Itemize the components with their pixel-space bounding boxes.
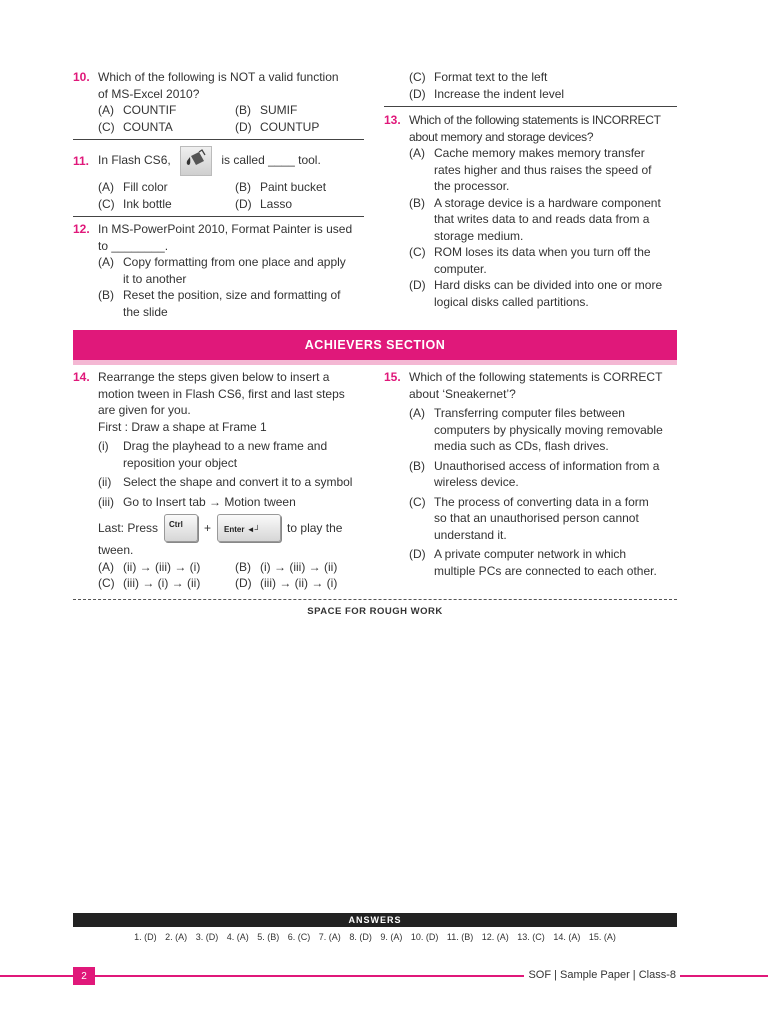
- option-text: SUMIF: [260, 103, 298, 117]
- option-text: media such as CDs, flash drives.: [434, 439, 609, 453]
- option-label: (D): [409, 278, 426, 292]
- answer-item: 3. (D): [195, 932, 219, 942]
- option-text: Increase the indent level: [434, 86, 565, 101]
- option-text: The process of converting data in a form: [434, 494, 649, 509]
- question-15: [384, 369, 677, 579]
- question-text: motion tween in Flash CS6, first and last steps: [98, 386, 345, 401]
- option-text: so that an unauthorised person cannot: [434, 511, 639, 525]
- options-grid: [73, 559, 367, 592]
- option-label: (A): [409, 406, 425, 420]
- option-text: Paint bucket: [260, 180, 327, 194]
- question-12-continued: [384, 69, 677, 102]
- plus-sign: +: [204, 520, 212, 535]
- option-text: Cache memory makes memory transfer: [434, 146, 645, 160]
- option-label: (D): [409, 547, 426, 561]
- question-11: [73, 145, 367, 212]
- option-label: (A): [98, 255, 114, 269]
- step-text: Go to Insert tab → Motion tween: [123, 494, 296, 509]
- question-number: 13.: [384, 113, 401, 127]
- question-number: 15.: [384, 370, 401, 384]
- option-text: Ink bottle: [123, 196, 172, 211]
- ctrl-key-icon: Ctrl: [164, 514, 198, 542]
- answer-item: 8. (D): [349, 932, 372, 942]
- option-text: (ii) → (iii) → (i): [123, 559, 201, 574]
- option-text: computers by physically moving removable: [434, 422, 663, 437]
- last-step: [73, 514, 367, 542]
- option-label: (A): [98, 103, 114, 117]
- option-label: (B): [235, 559, 251, 574]
- option-text: (i) → (iii) → (ii): [260, 559, 338, 574]
- option-text: logical disks called partitions.: [434, 294, 589, 309]
- option-label: (C): [409, 494, 426, 509]
- answer-item: 6. (C): [287, 932, 311, 942]
- answer-item: 15. (A): [588, 932, 616, 942]
- question-text: Which of the following statements is CORRECT: [409, 370, 663, 384]
- question-14: [73, 369, 367, 592]
- option-text: COUNTIF: [123, 103, 177, 117]
- option-label: (B): [409, 195, 425, 210]
- option-text: Format text to the left: [434, 70, 548, 84]
- footer-text: SOF | Sample Paper | Class-8: [524, 969, 680, 981]
- option-text: A storage device is a hardware component: [434, 195, 661, 210]
- question-text: about ‘Sneakernet’?: [409, 386, 516, 401]
- last-step-text: to play the: [287, 520, 343, 535]
- last-step-text: tween.: [98, 543, 134, 557]
- step-label: (iii): [98, 494, 114, 509]
- option-text: the slide: [123, 304, 168, 319]
- answers-row: [73, 932, 677, 942]
- question-13: [384, 112, 677, 310]
- option-text: Hard disks can be divided into one or more: [434, 278, 663, 292]
- answer-item: 7. (A): [318, 932, 341, 942]
- divider: [384, 106, 677, 107]
- answer-item: 1. (D): [134, 932, 157, 942]
- options-grid: [73, 179, 367, 212]
- option-text: rates higher and thus raises the speed of: [434, 162, 652, 177]
- option-label: (D): [235, 196, 252, 211]
- answer-item: 10. (D): [410, 932, 439, 942]
- last-step-text: Last: Press: [98, 520, 159, 535]
- question-12: [73, 221, 367, 320]
- section-header: ACHIEVERS SECTION: [73, 330, 677, 360]
- answer-item: 14. (A): [553, 932, 581, 942]
- option-label: (D): [235, 119, 252, 134]
- option-label: (D): [235, 576, 252, 590]
- option-label: (D): [409, 86, 426, 101]
- question-text: of MS-Excel 2010?: [98, 86, 200, 101]
- step-label: (ii): [98, 475, 112, 489]
- option-text: ROM loses its data when you turn off the: [434, 245, 651, 259]
- option-text: A private computer network in which: [434, 547, 627, 561]
- question-number: 12.: [73, 222, 90, 236]
- question-text: In Flash CS6,: [98, 153, 171, 168]
- option-text: Lasso: [260, 196, 293, 211]
- option-label: (A): [98, 559, 114, 574]
- answer-item: 12. (A): [481, 932, 509, 942]
- option-label: (C): [98, 196, 115, 211]
- question-number: 14.: [73, 370, 90, 384]
- question-text: are given for you.: [98, 403, 191, 417]
- question-text: In MS-PowerPoint 2010, Format Painter is used: [98, 222, 353, 236]
- option-text: Unauthorised access of information from a: [434, 458, 660, 473]
- answers-header: ANSWERS: [73, 913, 677, 927]
- paint-bucket-icon: [180, 146, 212, 176]
- step-text: reposition your object: [123, 455, 238, 470]
- option-text: (iii) → (ii) → (i): [260, 576, 338, 590]
- option-label: (B): [409, 458, 425, 473]
- rough-work-label: SPACE FOR ROUGH WORK: [307, 606, 443, 617]
- option-text: storage medium.: [434, 228, 524, 243]
- option-text: COUNTUP: [260, 119, 320, 134]
- question-text: is called ____ tool.: [221, 153, 321, 168]
- left-column-top: [73, 69, 367, 135]
- option-label: (C): [98, 576, 115, 590]
- option-text: the processor.: [434, 179, 510, 193]
- option-text: multiple PCs are connected to each other.: [434, 563, 657, 578]
- divider: [73, 216, 364, 217]
- options-grid: [73, 102, 367, 135]
- answer-item: 11. (B): [446, 932, 474, 942]
- option-label: (B): [235, 180, 251, 194]
- option-text: it to another: [123, 271, 187, 286]
- first-step: First : Draw a shape at Frame 1: [98, 419, 267, 434]
- option-text: computer.: [434, 261, 487, 276]
- option-text: (iii) → (i) → (ii): [123, 576, 201, 590]
- dashed-divider: [73, 599, 677, 600]
- option-label: (C): [98, 119, 115, 134]
- option-label: (B): [235, 103, 251, 117]
- question-text: Which of the following is NOT a valid function: [98, 70, 339, 84]
- page-number: 2: [73, 967, 95, 985]
- option-text: Reset the position, size and formatting of: [123, 288, 341, 302]
- question-number: 10.: [73, 70, 90, 84]
- step-text: Drag the playhead to a new frame and: [123, 439, 328, 453]
- enter-key-icon: Enter ◄┘: [217, 514, 281, 542]
- answer-item: 5. (B): [257, 932, 280, 942]
- answer-item: 13. (C): [517, 932, 545, 942]
- step-text: Select the shape and convert it to a symbol: [123, 475, 353, 489]
- answer-item: 2. (A): [165, 932, 188, 942]
- question-text: about memory and storage devices?: [409, 129, 594, 144]
- question-number: 11.: [73, 153, 90, 168]
- option-label: (C): [409, 245, 426, 259]
- option-label: (C): [409, 70, 426, 84]
- option-text: Copy formatting from one place and apply: [123, 255, 346, 269]
- answer-item: 9. (A): [380, 932, 403, 942]
- option-label: (A): [98, 180, 114, 194]
- option-text: that writes data to and reads data from a: [434, 212, 650, 226]
- question-text: to ________.: [98, 238, 169, 253]
- option-text: COUNTA: [123, 119, 173, 134]
- question-text: Which of the following statements is INCORRECT: [409, 113, 661, 127]
- question-text: Rearrange the steps given below to insert a: [98, 370, 330, 384]
- answer-item: 4. (A): [226, 932, 249, 942]
- section-header-underline: [73, 360, 677, 365]
- question-10: [73, 69, 367, 135]
- option-text: Fill color: [123, 180, 168, 194]
- option-text: Transferring computer files between: [434, 406, 625, 420]
- option-text: understand it.: [434, 527, 507, 542]
- step-label: (i): [98, 439, 109, 453]
- option-text: wireless device.: [434, 475, 519, 489]
- option-label: (A): [409, 146, 425, 160]
- option-label: (B): [98, 288, 114, 302]
- divider: [73, 139, 364, 140]
